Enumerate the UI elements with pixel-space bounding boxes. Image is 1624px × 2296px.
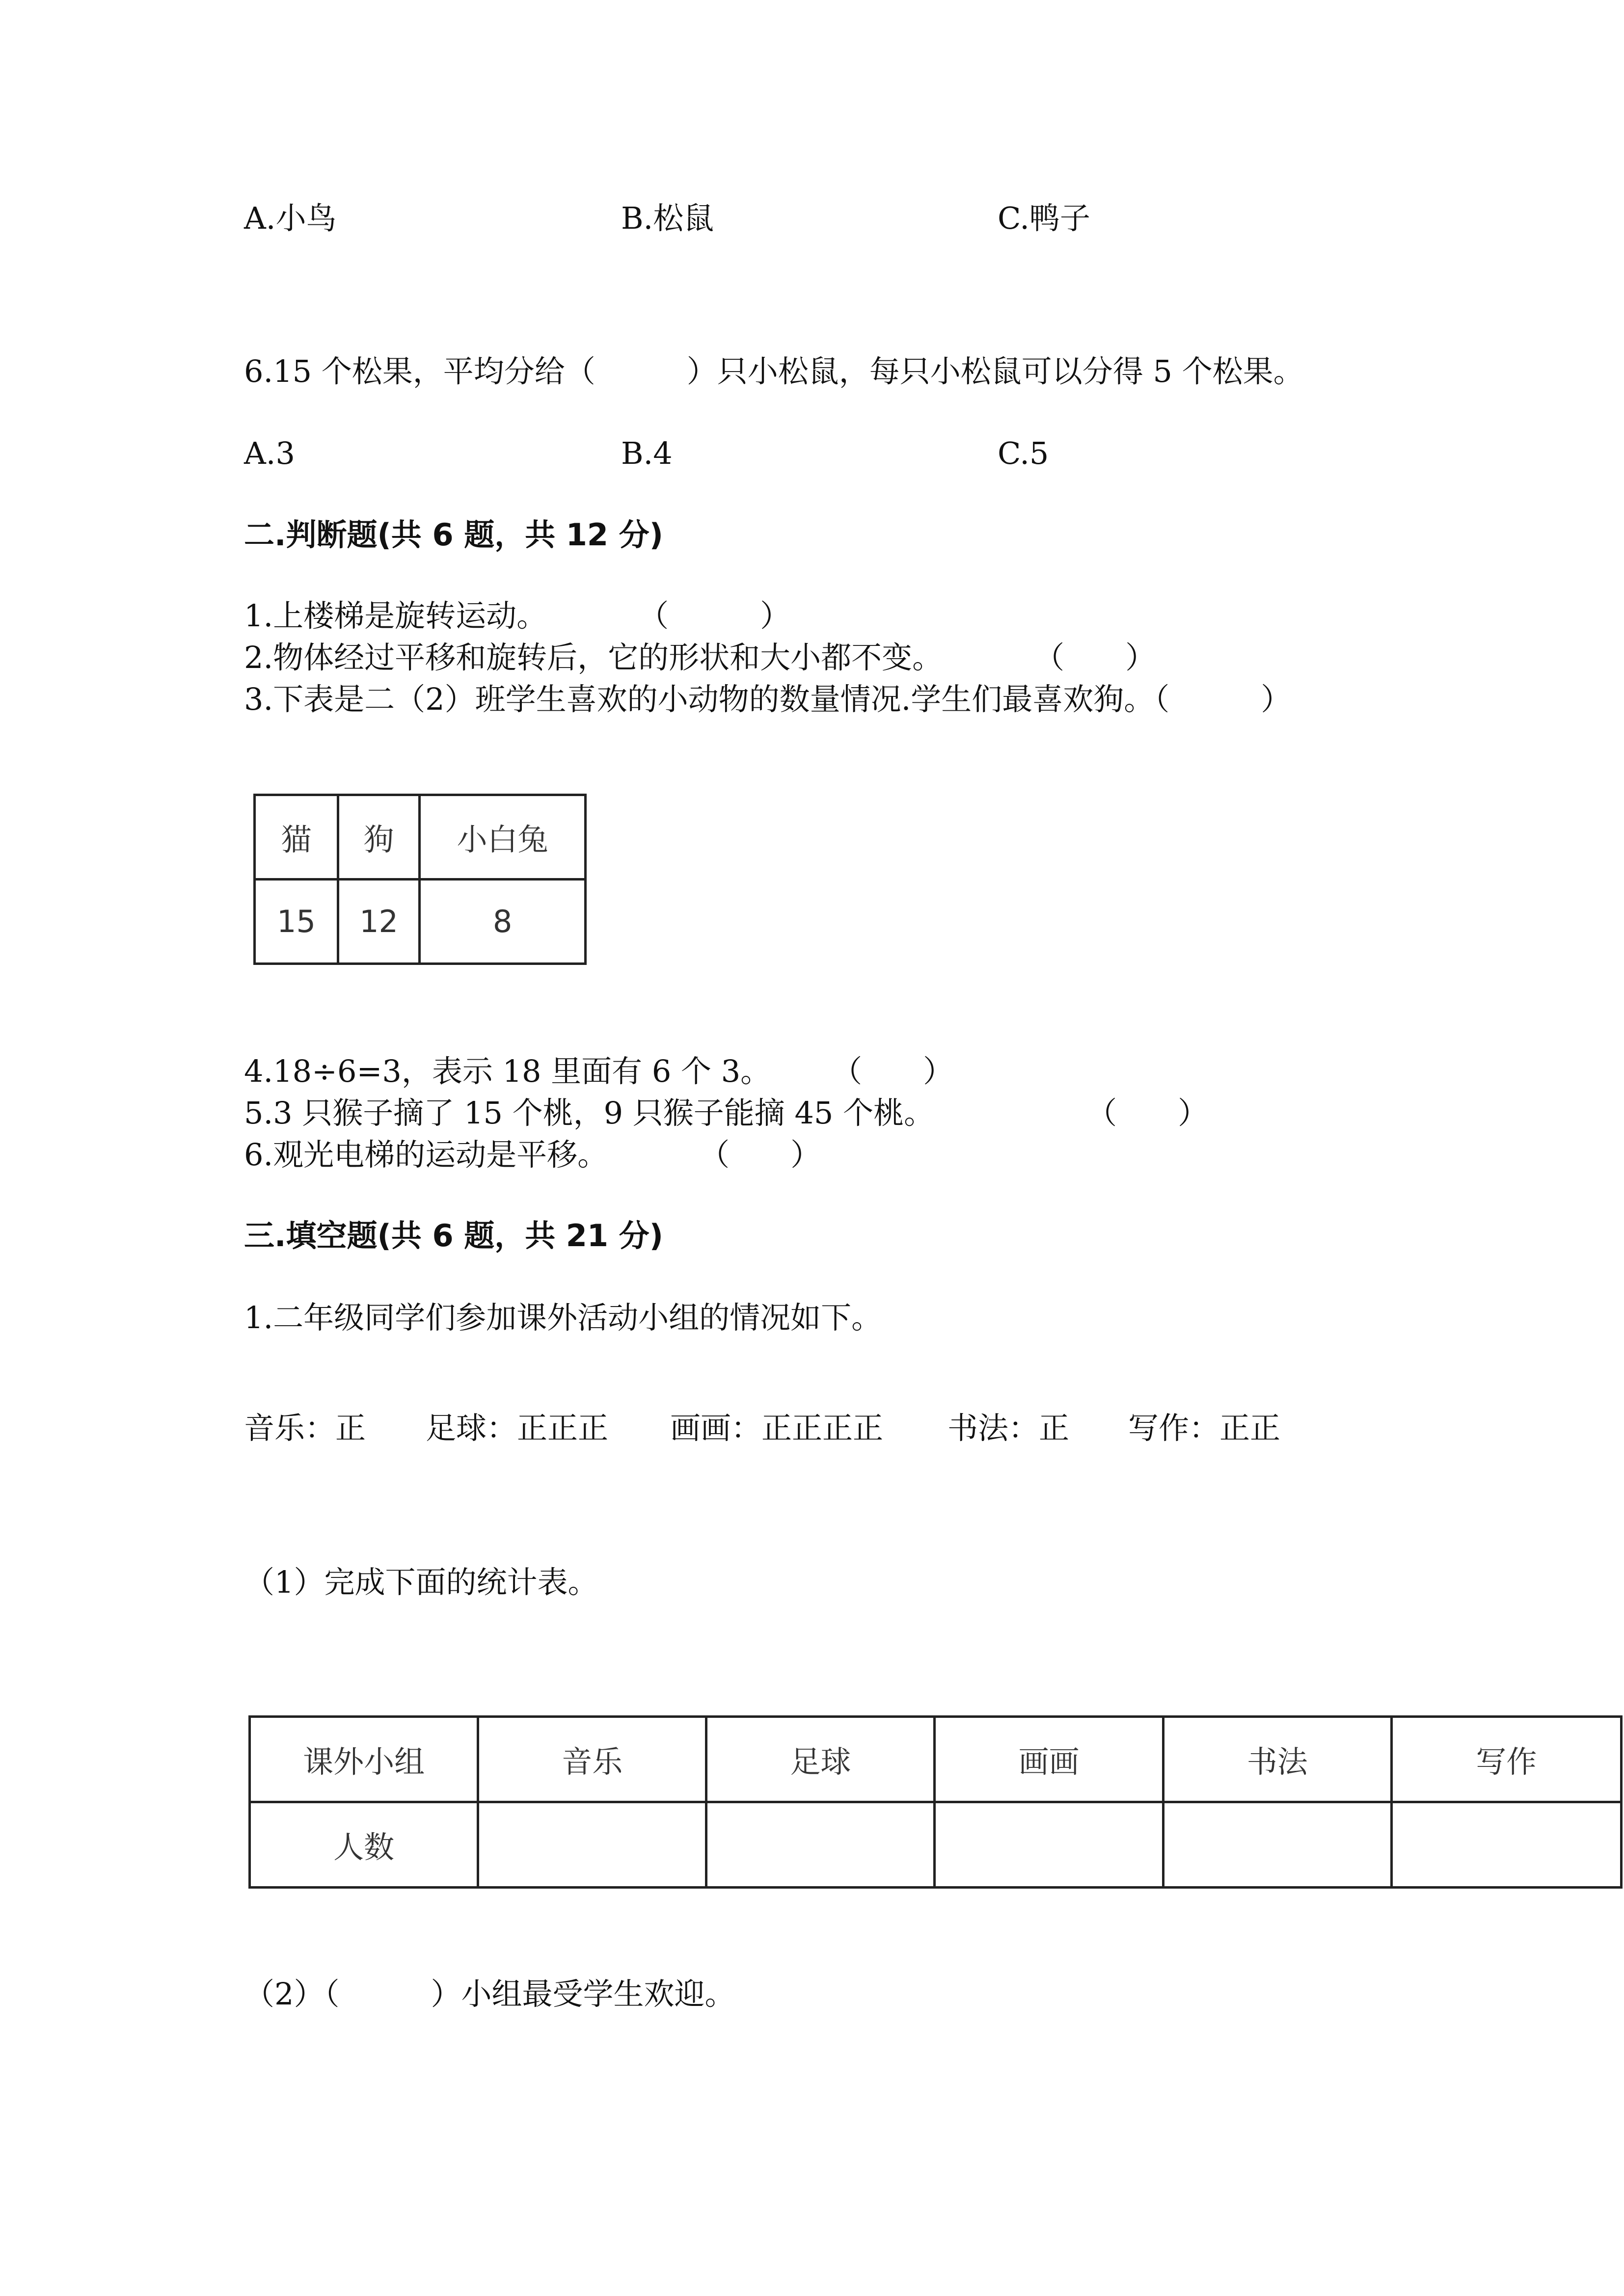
tally-label: 足球： [426, 1410, 517, 1446]
group-header-writing: 写作 [1391, 1717, 1621, 1802]
tally-football [426, 1409, 608, 1448]
group-count-football[interactable] [706, 1802, 935, 1888]
q6-option-c: C.5 [998, 435, 1049, 471]
group-count-calligraphy[interactable] [1163, 1802, 1391, 1888]
group-row-label: 人数 [250, 1802, 478, 1888]
group-count-drawing[interactable] [935, 1802, 1163, 1888]
group-header-drawing: 画画 [935, 1717, 1163, 1802]
tally-label: 书法： [947, 1410, 1039, 1446]
animal-value-rabbit: 8 [420, 880, 586, 964]
tally-music [244, 1409, 366, 1448]
q6-option-b: B.4 [621, 435, 673, 471]
q6-option-a: A.3 [244, 435, 295, 471]
animal-header-cat: 猫 [255, 795, 338, 880]
tally-calligraphy [947, 1409, 1069, 1448]
tally-label: 音乐： [244, 1410, 336, 1446]
tally-label: 画画： [670, 1410, 762, 1446]
tally-marks: 正正 [1219, 1410, 1281, 1446]
judge-item-1: 1.上楼梯是旋转运动。 （ ） [244, 598, 791, 634]
tally-marks: 正正正 [517, 1410, 609, 1446]
tally-label: 写作： [1128, 1410, 1220, 1446]
table-row [255, 880, 586, 964]
animal-header-rabbit: 小白兔 [420, 795, 586, 880]
tally-marks: 正 [335, 1410, 366, 1446]
section2-title: 二.判断题(共 6 题，共 12 分) [244, 517, 663, 553]
section3-title: 三.填空题(共 6 题，共 21 分) [244, 1218, 663, 1254]
group-header-football: 足球 [706, 1717, 935, 1802]
fill-q1-stem: 1.二年级同学们参加课外活动小组的情况如下。 [244, 1300, 882, 1335]
judge-item-5: 5.3 只猴子摘了 15 个桃，9 只猴子能摘 45 个桃。 （ ） [244, 1095, 1209, 1131]
group-count-writing[interactable] [1391, 1802, 1621, 1888]
table-row [250, 1717, 1622, 1802]
tally-writing [1128, 1409, 1280, 1448]
activity-group-table [248, 1715, 1623, 1889]
judge-item-6: 6.观光电梯的运动是平移。 （ ） [244, 1137, 821, 1173]
group-header-label: 课外小组 [250, 1717, 478, 1802]
group-header-music: 音乐 [478, 1717, 706, 1802]
group-header-calligraphy: 书法 [1163, 1717, 1391, 1802]
animal-table [253, 794, 587, 965]
q5-option-a: A.小鸟 [244, 200, 337, 236]
judge-item-2: 2.物体经过平移和旋转后，它的形状和大小都不变。 （ ） [244, 640, 1156, 675]
q5-option-b: B.松鼠 [621, 200, 714, 236]
fill-q1-sub2: （2）（ ）小组最受学生欢迎。 [244, 1976, 735, 2012]
judge-item-4: 4.18÷6=3，表示 18 里面有 6 个 3。 （ ） [244, 1053, 954, 1089]
q6-stem: 6.15 个松果，平均分给（ ）只小松鼠，每只小松鼠可以分得 5 个松果。 [244, 353, 1304, 389]
judge-item-3: 3.下表是二（2）班学生喜欢的小动物的数量情况.学生们最喜欢狗。（ ） [244, 681, 1292, 717]
group-count-music[interactable] [478, 1802, 706, 1888]
q5-option-c: C.鸭子 [998, 200, 1090, 236]
animal-value-dog: 12 [338, 880, 420, 964]
tally-drawing [670, 1409, 883, 1448]
tally-marks: 正正正正 [761, 1410, 884, 1446]
animal-value-cat: 15 [255, 880, 338, 964]
tally-marks: 正 [1039, 1410, 1070, 1446]
table-row [255, 795, 586, 880]
animal-header-dog: 狗 [338, 795, 420, 880]
fill-q1-sub1: （1）完成下面的统计表。 [244, 1564, 598, 1600]
table-row [250, 1802, 1622, 1888]
